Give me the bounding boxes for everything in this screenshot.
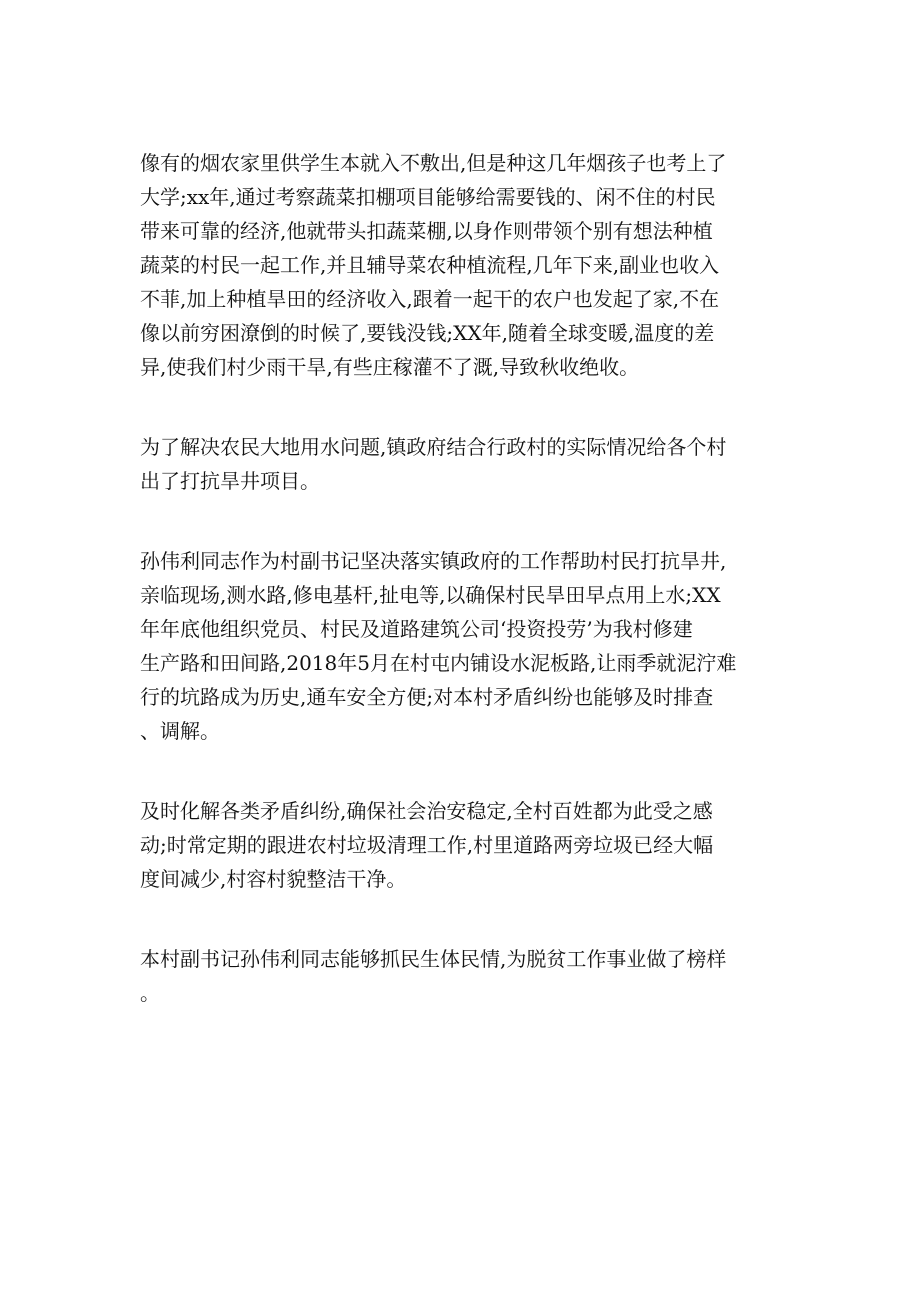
paragraph-1: 像有的烟农家里供学生本就入不敷出,但是种这几年烟孩子也考上了 大学;xx年,通过考察蔬菜扣棚项目能够给需要钱的、闲不住的村民 带来可靠的经济,他就带头扣蔬菜棚,以身作则带领个别有想法种植 蔬菜的村民一起工作,并且辅导菜农种植流程,几年下来,副业也收入 不菲,加上种植旱田的经济收入,跟着一起干的农户也发起了家,不在 像以前穷困潦倒的时候了,要钱没钱;XX年,随着全球变暖,温度的差 异,使我们村少雨干旱,有些庄稼灌不了溉,导致秋收绝收。 (140, 151, 727, 379)
paragraph-2: 为了解决农民大地用水问题,镇政府结合行政村的实际情况给各个村 出了打抗旱井项目。 (140, 435, 727, 493)
paragraph-4: 及时化解各类矛盾纠纷,确保社会治安稳定,全村百姓都为此受之感 动;时常定期的跟进农村垃圾清理工作,村里道路两旁垃圾已经大幅 度间减少,村容村貌整洁干净。 (140, 799, 714, 891)
paragraph-5: 本村副书记孙伟利同志能够抓民生体民情,为脱贫工作事业做了榜样 。 (140, 947, 727, 1005)
document-body (140, 146, 785, 1056)
paragraph-3: 孙伟利同志作为村副书记坚决落实镇政府的工作帮助村民打抗旱井, 亲临现场,测水路,修电基杆,扯电等,以确保村民旱田早点用上水;XX 年年底他组织党员、村民及道路建筑公司‘投资投劳’为我村修建 生产路和田间路,2018年5月在村屯内铺设水泥板路,让雨季就泥泞难 行的坑路成为历史,通车安全方便;对本村矛盾纠纷也能够及时排查 、调解。 (140, 549, 737, 743)
